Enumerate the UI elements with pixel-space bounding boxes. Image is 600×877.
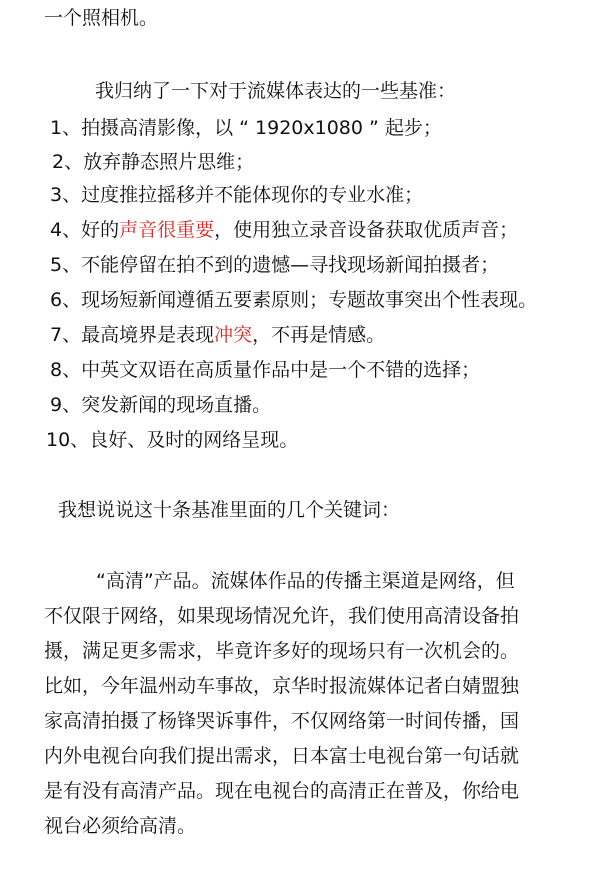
item-number: 1、: [50, 117, 82, 139]
list-item: [50, 323, 385, 347]
item-number: 5、: [50, 254, 82, 276]
item-number: 6、: [50, 289, 82, 311]
item-number: 7、: [50, 324, 82, 346]
item-text: 突发新闻的现场直播。: [81, 394, 272, 416]
list-item: [50, 253, 499, 277]
list-item: [50, 393, 271, 417]
item-number: 2、: [52, 151, 84, 173]
list-item: [50, 358, 480, 382]
item-highlight: 声音很重要: [119, 219, 215, 241]
item-text: 最高境界是表现: [81, 324, 215, 346]
paragraph-line: 视台必须给高清。: [44, 815, 197, 837]
list-item: [50, 116, 442, 140]
list-item: [46, 428, 298, 452]
item-text: 良好、及时的网络呈现。: [89, 429, 299, 451]
paragraph-line: 摄，满足更多需求，毕竟许多好的现场只有一次机会的。: [44, 640, 520, 662]
paragraph-line: 比如，今年温州动车事故，京华时报流媒体记者白婧盟独: [44, 675, 520, 697]
item-text: 中英文双语在高质量作品中是一个不错的选择；: [81, 359, 481, 381]
item-highlight: 冲突: [214, 324, 253, 346]
list-item: [50, 288, 537, 312]
list-item: [50, 218, 518, 242]
intro-tail-text: 一个照相机。: [44, 7, 159, 29]
item-text: 不能停留在拍不到的遗憾—寻找现场新闻拍摄者；: [81, 254, 500, 276]
item-number: 10、: [46, 429, 90, 451]
paragraph-line: 内外电视台向我们提出需求，日本富士电视台第一句话就: [44, 745, 520, 767]
item-text: 过度推拉摇移并不能体现你的专业水准；: [81, 184, 424, 206]
paragraph-line: 家高清拍摄了杨锋哭诉事件，不仅网络第一时间传播，国: [44, 710, 520, 732]
paragraph-line: “高清”产品。流媒体作品的传播主渠道是网络，但: [96, 570, 515, 592]
item-number: 3、: [50, 184, 82, 206]
item-text: 放弃静态照片思维；: [83, 151, 255, 173]
paragraph-line: 不仅限于网络，如果现场情况允许，我们使用高清设备拍: [44, 605, 520, 627]
criteria-lead: 我归纳了一下对于流媒体表达的一些基准：: [95, 80, 457, 102]
item-number: 4、: [50, 219, 82, 241]
list-item: [52, 150, 254, 174]
item-text: 现场短新闻遵循五要素原则；专题故事突出个性表现。: [81, 289, 538, 311]
item-text-after: ，使用独立录音设备获取优质声音；: [214, 219, 519, 241]
item-text-after: ，不再是情感。: [252, 324, 386, 346]
item-number: 8、: [50, 359, 82, 381]
item-text: 拍摄高清影像，以 “ 1920x1080 ” 起步；: [81, 117, 442, 139]
keywords-lead: 我想说说这十条基准里面的几个关键词：: [58, 499, 401, 521]
list-item: [50, 183, 423, 207]
item-number: 9、: [50, 394, 82, 416]
item-text: 好的: [81, 219, 120, 241]
paragraph-line: 是有没有高清产品。现在电视台的高清正在普及，你给电: [44, 780, 520, 802]
